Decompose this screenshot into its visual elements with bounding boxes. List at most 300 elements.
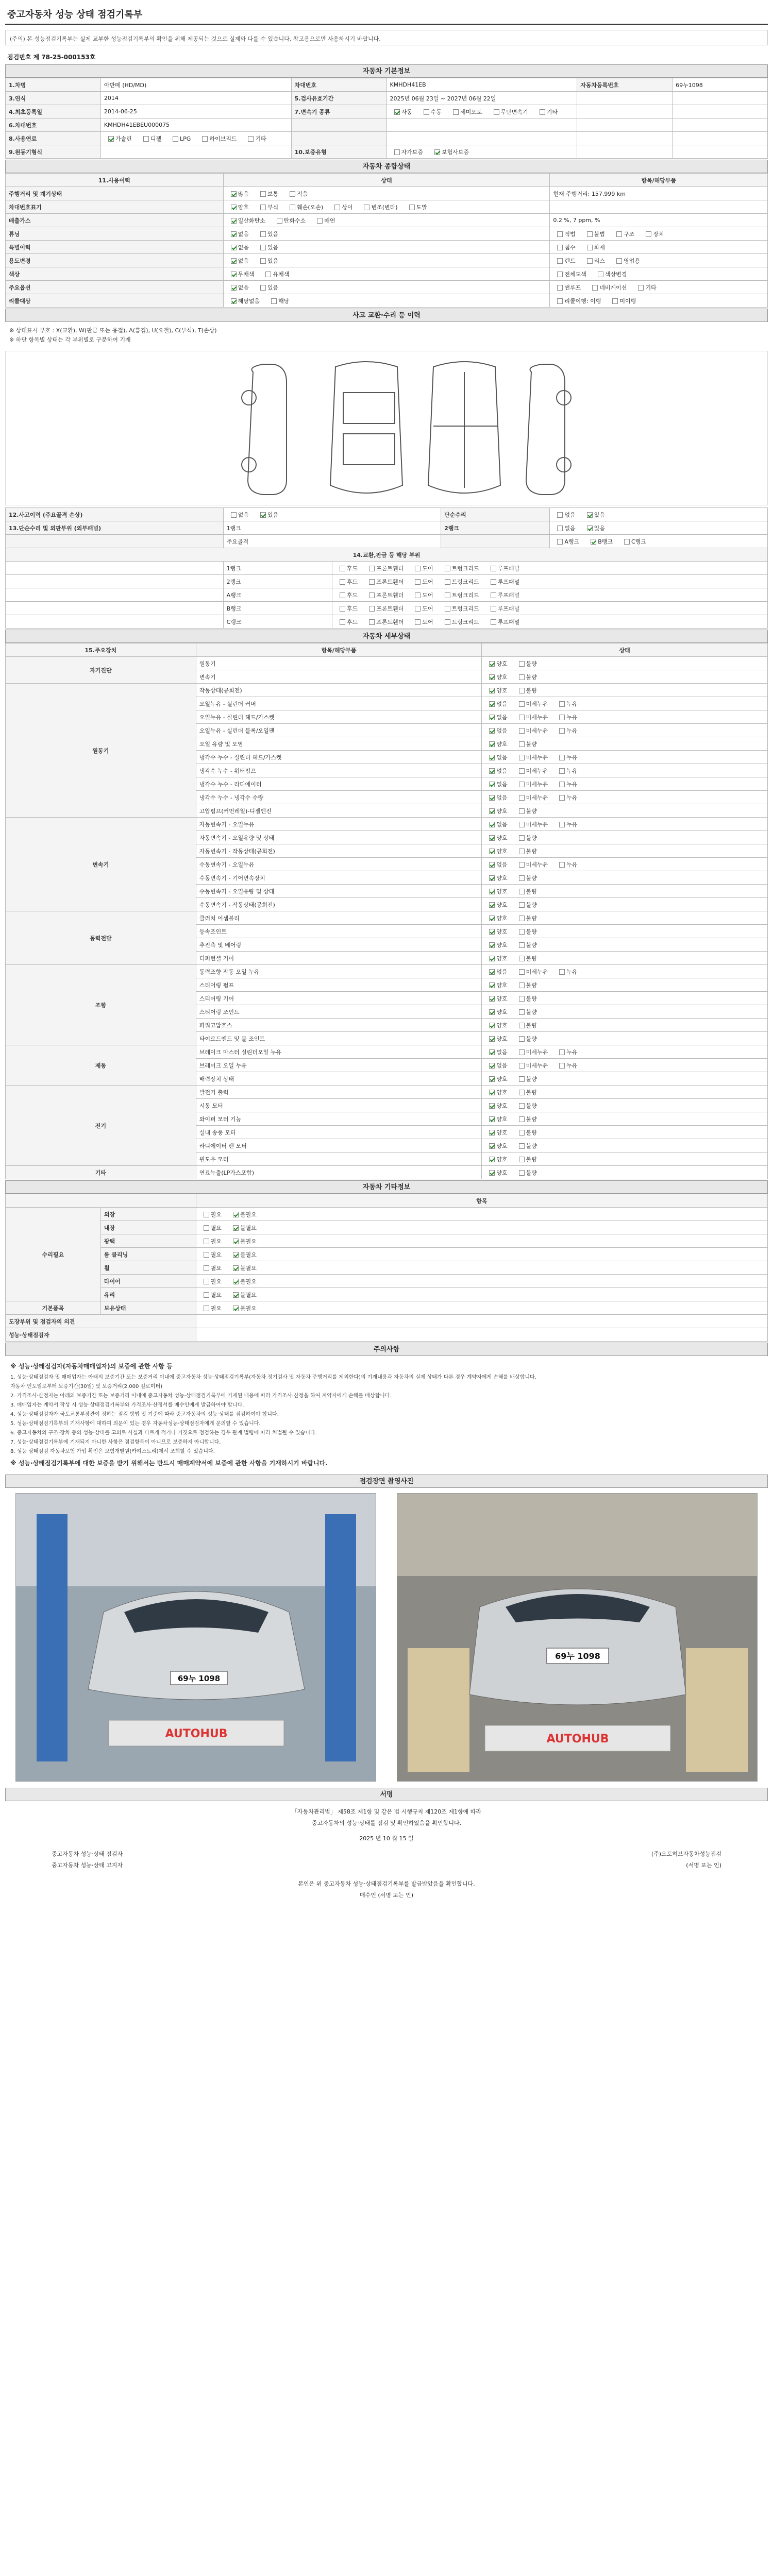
checkbox-label: 있음 <box>267 511 279 518</box>
section-sign: 서명 <box>5 1788 768 1801</box>
checkbox-option <box>485 860 507 869</box>
checkbox-label: 있음 <box>594 511 605 518</box>
notes-line: 6. 중고자동차의 구조·장치 등의 성능·상태를 고의로 사실과 다르게 적거나 거짓으로 점검하는 경우 관계 법령에 따라 처벌될 수 있습니다. <box>10 1430 317 1436</box>
table-row <box>6 521 768 535</box>
checkbox-icon <box>369 566 375 571</box>
checkbox-icon <box>557 245 563 250</box>
table-row <box>6 227 768 241</box>
detail-group: 전기 <box>6 1086 196 1166</box>
checkbox-option <box>515 860 548 869</box>
checkbox-option <box>199 1224 222 1232</box>
checkbox-option <box>612 257 640 265</box>
detail-state <box>482 777 768 791</box>
checkbox-icon <box>231 258 237 264</box>
basic-empty <box>577 118 673 132</box>
options-item: 보유상태 <box>100 1301 196 1315</box>
checkbox-icon <box>317 218 323 224</box>
checkbox-label: 미세누유 <box>526 767 548 774</box>
checkbox-option <box>515 1155 537 1163</box>
checkbox-icon <box>489 929 495 935</box>
sign-checker-name: (주)오토허브자동차성능점검 <box>651 1851 721 1857</box>
notes-line: 7. 성능·상태점검기록부에 기재되지 아니한 사항은 점검항목이 아니므로 보증하지 아니합니다. <box>10 1439 221 1445</box>
sign-notifier-row <box>10 1860 763 1871</box>
checkbox-label: 양호 <box>496 888 508 895</box>
checkbox-option <box>227 257 249 265</box>
checkbox-label: 불량 <box>526 1129 537 1136</box>
checkbox-label: 필요 <box>210 1224 222 1231</box>
checkbox-icon <box>557 526 563 531</box>
checkbox-option <box>390 148 424 156</box>
options-state <box>196 1248 767 1261</box>
table-row <box>6 267 768 281</box>
checkbox-label: 도어 <box>422 618 433 625</box>
detail-item: 시동 모터 <box>196 1099 482 1112</box>
checkbox-label: 네비게이션 <box>599 284 627 291</box>
general-state <box>223 241 550 254</box>
checkbox-label: 불량 <box>526 874 537 882</box>
exterior-subtitle: 14.교환,판금 등 해당 부위 <box>6 548 768 562</box>
checkbox-label: 불량 <box>526 941 537 948</box>
detail-state <box>482 938 768 952</box>
checkbox-icon <box>233 1306 239 1311</box>
checkbox-option <box>515 1142 537 1150</box>
checkbox-icon <box>489 1009 495 1015</box>
sign-checker-label: 중고자동차 성능·상태 점검자 <box>52 1851 123 1857</box>
checkbox-icon <box>491 606 496 612</box>
checkbox-option <box>485 1021 507 1029</box>
checkbox-option <box>485 914 507 922</box>
checkbox-option <box>555 820 577 828</box>
checkbox-option <box>583 243 605 251</box>
checkbox-icon <box>559 768 565 774</box>
options-state <box>196 1221 767 1234</box>
checkbox-label: 화재 <box>594 244 605 251</box>
detail-state <box>482 898 768 911</box>
checkbox-icon <box>489 889 495 894</box>
basic-value <box>100 132 291 145</box>
checkbox-label: 없음 <box>564 511 576 518</box>
checkbox-icon <box>415 606 421 612</box>
checkbox-label: 트렁크리드 <box>451 591 479 599</box>
checkbox-label: 썬루프 <box>564 284 581 291</box>
detail-state <box>482 818 768 831</box>
options-item: 외장 <box>100 1208 196 1221</box>
checkbox-label: 없음 <box>496 767 508 774</box>
table-row <box>6 132 768 145</box>
checkbox-option <box>485 1075 507 1083</box>
checkbox-label: 불량 <box>526 995 537 1002</box>
checkbox-option <box>588 283 627 292</box>
checkbox-option <box>227 511 249 519</box>
checkbox-label: 미세누유 <box>526 714 548 721</box>
checkbox-label: 많음 <box>238 190 249 197</box>
checkbox-label: 디젤 <box>150 135 162 142</box>
exterior-parts <box>332 588 767 602</box>
exterior-state: 1랭크 <box>223 521 441 535</box>
checkbox-icon <box>587 245 593 250</box>
options-state <box>196 1288 767 1301</box>
checkbox-icon <box>559 862 565 868</box>
checkbox-option <box>411 604 433 613</box>
detail-state <box>482 657 768 670</box>
checkbox-option <box>634 283 656 292</box>
checkbox-icon <box>519 1076 525 1082</box>
table-row <box>6 105 768 118</box>
checkbox-icon <box>519 741 525 747</box>
checkbox-label: 자가보증 <box>401 148 424 156</box>
checkbox-option <box>335 578 358 586</box>
checkbox-option <box>515 1088 537 1096</box>
table-row <box>6 1166 768 1179</box>
checkbox-option <box>515 659 537 668</box>
checkbox-option <box>553 270 586 278</box>
detail-item: 타이로드엔드 및 볼 조인트 <box>196 1032 482 1045</box>
car-right-side <box>526 364 565 495</box>
checkbox-icon <box>489 1036 495 1042</box>
options-item: 성능·상태점검자 <box>6 1328 196 1342</box>
checkbox-label: 양호 <box>496 1089 508 1096</box>
checkbox-option <box>485 847 507 855</box>
checkbox-icon <box>557 272 563 277</box>
checkbox-label: 양호 <box>496 848 508 855</box>
checkbox-option <box>642 230 664 238</box>
checkbox-icon <box>489 701 495 707</box>
table-row <box>6 1086 768 1099</box>
notes-line: 3. 매매업자는 계약서 작성 시 성능·상태점검기록부와 가격조사·산정서를 매수인에게 발급하여야 합니다. <box>10 1402 244 1408</box>
detail-item: 동력조향 작동 오일 누유 <box>196 965 482 978</box>
basic-empty <box>673 105 768 118</box>
checkbox-label: 루프패널 <box>497 605 520 612</box>
checkbox-label: 없음 <box>238 230 249 238</box>
detail-group: 원동기 <box>6 684 196 818</box>
options-item: 룸 클리닝 <box>100 1248 196 1261</box>
checkbox-label: 프론트휀더 <box>376 591 404 599</box>
checkbox-icon <box>557 539 563 545</box>
checkbox-label: 있음 <box>267 244 279 251</box>
table-row <box>6 508 768 521</box>
sign-line-2: 중고자동차의 성능·상태를 점검 및 확인하였음을 확인합니다. <box>311 1820 462 1826</box>
basic-value: 2014-06-25 <box>100 105 291 118</box>
checkbox-option <box>485 1155 507 1163</box>
checkbox-icon <box>519 956 525 961</box>
checkbox-icon <box>260 245 266 250</box>
checkbox-icon <box>204 1279 209 1284</box>
checkbox-label: 누유 <box>566 754 578 761</box>
checkbox-icon <box>519 996 525 1002</box>
checkbox-label: 미이행 <box>619 297 636 304</box>
checkbox-icon <box>204 1306 209 1311</box>
checkbox-option <box>199 1237 222 1245</box>
general-table <box>5 173 768 308</box>
checkbox-icon <box>265 272 271 277</box>
checkbox-icon <box>519 795 525 801</box>
exterior-rank: B랭크 <box>223 602 332 615</box>
options-item: 타이어 <box>100 1275 196 1288</box>
checkbox-icon <box>489 969 495 975</box>
checkbox-option <box>555 793 577 802</box>
table-row <box>6 1248 768 1261</box>
checkbox-option <box>485 941 507 949</box>
checkbox-option <box>485 713 507 721</box>
checkbox-icon <box>445 566 450 571</box>
checkbox-label: 적법 <box>564 230 576 238</box>
checkbox-option <box>515 686 537 694</box>
checkbox-icon <box>587 512 593 518</box>
checkbox-icon <box>108 136 114 142</box>
detail-state <box>482 804 768 818</box>
detail-item: 작동상태(공회전) <box>196 684 482 697</box>
checkbox-icon <box>204 1225 209 1231</box>
checkbox-label: 하이브리드 <box>209 135 237 142</box>
checkbox-option <box>441 618 479 626</box>
checkbox-label: 없음 <box>564 524 576 532</box>
detail-state <box>482 978 768 992</box>
checkbox-label: 무채색 <box>238 270 255 278</box>
detail-item: 변속기 <box>196 670 482 684</box>
table-row <box>6 281 768 294</box>
checkbox-label: 불필요 <box>240 1278 257 1285</box>
checkbox-icon <box>638 285 644 291</box>
checkbox-icon <box>424 109 429 115</box>
checkbox-option <box>485 927 507 936</box>
checkbox-icon <box>519 942 525 948</box>
checkbox-label: 루프패널 <box>497 565 520 572</box>
checkbox-option <box>485 954 507 962</box>
detail-item: 자동변속기 - 작동상태(공회전) <box>196 844 482 858</box>
checkbox-option <box>485 659 507 668</box>
checkbox-icon <box>616 231 622 237</box>
checkbox-icon <box>231 218 237 224</box>
checkbox-label: 리콜이행: 이행 <box>564 297 601 304</box>
checkbox-label: 필요 <box>210 1264 222 1272</box>
checkbox-option <box>485 740 507 748</box>
notes-block <box>5 1356 768 1473</box>
general-extra <box>550 200 768 214</box>
checkbox-icon <box>231 245 237 250</box>
basic-value <box>386 145 577 159</box>
checkbox-option <box>485 1168 507 1177</box>
checkbox-label: 불량 <box>526 834 537 841</box>
basic-label: 4.최초등록일 <box>6 105 101 118</box>
checkbox-option <box>227 203 249 211</box>
checkbox-label: 있음 <box>267 230 279 238</box>
checkbox-icon <box>592 285 598 291</box>
checkbox-option <box>227 216 265 225</box>
checkbox-label: 도어 <box>422 565 433 572</box>
checkbox-icon <box>559 969 565 975</box>
basic-label <box>291 132 386 145</box>
exterior-table <box>5 507 768 629</box>
checkbox-option <box>411 578 433 586</box>
checkbox-icon <box>415 592 421 598</box>
checkbox-label: 없음 <box>496 754 508 761</box>
checkbox-option <box>104 134 132 143</box>
checkbox-option <box>515 1061 548 1070</box>
detail-state <box>482 1086 768 1099</box>
checkbox-option <box>330 203 352 211</box>
checkbox-icon <box>445 592 450 598</box>
checkbox-option <box>360 203 397 211</box>
checkbox-label: 양호 <box>496 901 508 908</box>
options-group: 수리필요 <box>6 1208 101 1301</box>
table-row <box>6 535 768 548</box>
checkbox-option <box>515 767 548 775</box>
checkbox-label: 누유 <box>566 767 578 774</box>
exterior-parts <box>332 602 767 615</box>
table-row <box>6 818 768 831</box>
checkbox-label: 불필요 <box>240 1251 257 1258</box>
detail-state <box>482 1045 768 1059</box>
checkbox-icon <box>489 768 495 774</box>
checkbox-option <box>485 1061 507 1070</box>
checkbox-label: 양호 <box>496 1129 508 1136</box>
checkbox-label: 트렁크리드 <box>451 605 479 612</box>
detail-state <box>482 992 768 1005</box>
checkbox-icon <box>233 1212 239 1217</box>
checkbox-option <box>555 767 577 775</box>
detail-item: 파워고압호스 <box>196 1019 482 1032</box>
checkbox-option <box>199 1250 222 1259</box>
checkbox-icon <box>445 606 450 612</box>
checkbox-label: 자동 <box>401 108 412 115</box>
checkbox-option <box>515 1101 537 1110</box>
checkbox-icon <box>489 715 495 720</box>
exterior-label: 12.사고이력 (주요골격 손상) <box>6 508 224 521</box>
basic-label: 3.연식 <box>6 92 101 105</box>
checkbox-label: 트렁크리드 <box>451 578 479 585</box>
legend-line-2: ※ 하단 항목별 상태는 각 부위별로 구분하여 기재 <box>9 336 131 343</box>
checkbox-icon <box>260 512 266 518</box>
options-item: 내장 <box>100 1221 196 1234</box>
checkbox-label: 루프패널 <box>497 591 520 599</box>
checkbox-option <box>515 753 548 761</box>
checkbox-option <box>515 1168 537 1177</box>
checkbox-option <box>485 700 507 708</box>
checkbox-option <box>449 108 482 116</box>
checkbox-option <box>485 981 507 989</box>
checkbox-option <box>313 216 335 225</box>
checkbox-label: 양호 <box>496 1022 508 1029</box>
checkbox-label: 불량 <box>526 1102 537 1109</box>
checkbox-icon <box>519 1116 525 1122</box>
checkbox-option <box>256 511 278 519</box>
exterior-rank: 2랭크 <box>223 575 332 588</box>
checkbox-option <box>555 780 577 788</box>
options-state <box>196 1208 767 1221</box>
checkbox-label: 없음 <box>496 794 508 801</box>
detail-state <box>482 831 768 844</box>
checkbox-label: 불량 <box>526 914 537 922</box>
checkbox-option <box>198 134 237 143</box>
exterior-label <box>6 535 224 548</box>
checkbox-icon <box>489 1103 495 1109</box>
notes-line: 5. 성능·상태점검기록부의 기재사항에 대하여 의문이 있는 경우 자동차성능·상태점검자에게 문의할 수 있습니다. <box>10 1421 261 1427</box>
checkbox-label: 불량 <box>526 1142 537 1149</box>
checkbox-icon <box>369 606 375 612</box>
checkbox-option <box>553 524 575 532</box>
checkbox-option <box>594 270 627 278</box>
checkbox-icon <box>204 1212 209 1217</box>
basic-label: 8.사용연료 <box>6 132 101 145</box>
checkbox-option <box>555 1061 577 1070</box>
checkbox-label: 필요 <box>210 1211 222 1218</box>
checkbox-label: 필요 <box>210 1238 222 1245</box>
table-row <box>6 588 768 602</box>
detail-state <box>482 911 768 925</box>
detail-header: 항목/해당부품 <box>196 643 482 657</box>
checkbox-option <box>583 511 605 519</box>
checkbox-option <box>515 780 548 788</box>
checkbox-icon <box>591 539 596 545</box>
detail-state <box>482 1072 768 1086</box>
checkbox-icon <box>489 728 495 734</box>
detail-item: 냉각수 누수 - 워터펌프 <box>196 764 482 777</box>
checkbox-option <box>441 604 479 613</box>
checkbox-option <box>553 297 601 305</box>
checkbox-label: C랭크 <box>631 538 646 545</box>
general-extra <box>550 294 768 308</box>
checkbox-label: 불량 <box>526 660 537 667</box>
checkbox-icon <box>340 606 345 612</box>
checkbox-label: 불량 <box>526 740 537 748</box>
basic-empty <box>673 132 768 145</box>
checkbox-label: 트렁크리드 <box>451 618 479 625</box>
checkbox-icon <box>277 218 282 224</box>
checkbox-option <box>229 1237 257 1245</box>
checkbox-label: 후드 <box>346 605 358 612</box>
photo-front-image <box>16 1494 376 1782</box>
checkbox-option <box>227 190 249 198</box>
table-row <box>6 615 768 629</box>
checkbox-option <box>555 968 577 976</box>
checkbox-icon <box>271 298 277 304</box>
checkbox-icon <box>394 109 400 115</box>
checkbox-option <box>256 243 278 251</box>
table-row <box>6 1208 768 1221</box>
checkbox-icon <box>491 619 496 625</box>
checkbox-icon <box>233 1292 239 1298</box>
checkbox-label: 양호 <box>496 874 508 882</box>
checkbox-label: 후드 <box>346 578 358 585</box>
options-state <box>196 1261 767 1275</box>
checkbox-icon <box>143 136 149 142</box>
detail-item: 스티어링 펌프 <box>196 978 482 992</box>
checkbox-option <box>515 726 548 735</box>
checkbox-label: 누유 <box>566 968 578 975</box>
checkbox-label: 영업용 <box>623 257 640 264</box>
checkbox-option <box>285 190 308 198</box>
checkbox-label: 불량 <box>526 1022 537 1029</box>
checkbox-label: 후드 <box>346 565 358 572</box>
detail-item: 스티어링 조인트 <box>196 1005 482 1019</box>
general-label: 튜닝 <box>6 227 224 241</box>
general-label: 색상 <box>6 267 224 281</box>
checkbox-option <box>485 686 507 694</box>
checkbox-option <box>390 108 412 116</box>
checkbox-option <box>365 618 404 626</box>
checkbox-icon <box>557 258 563 264</box>
checkbox-label: 미세누유 <box>526 781 548 788</box>
detail-state <box>482 724 768 737</box>
options-item: 휠 <box>100 1261 196 1275</box>
detail-state <box>482 1139 768 1153</box>
checkbox-icon <box>364 205 369 210</box>
checkbox-icon <box>519 982 525 988</box>
checkbox-icon <box>559 755 565 760</box>
checkbox-option <box>199 1210 222 1218</box>
checkbox-option <box>515 901 537 909</box>
table-row <box>6 145 768 159</box>
